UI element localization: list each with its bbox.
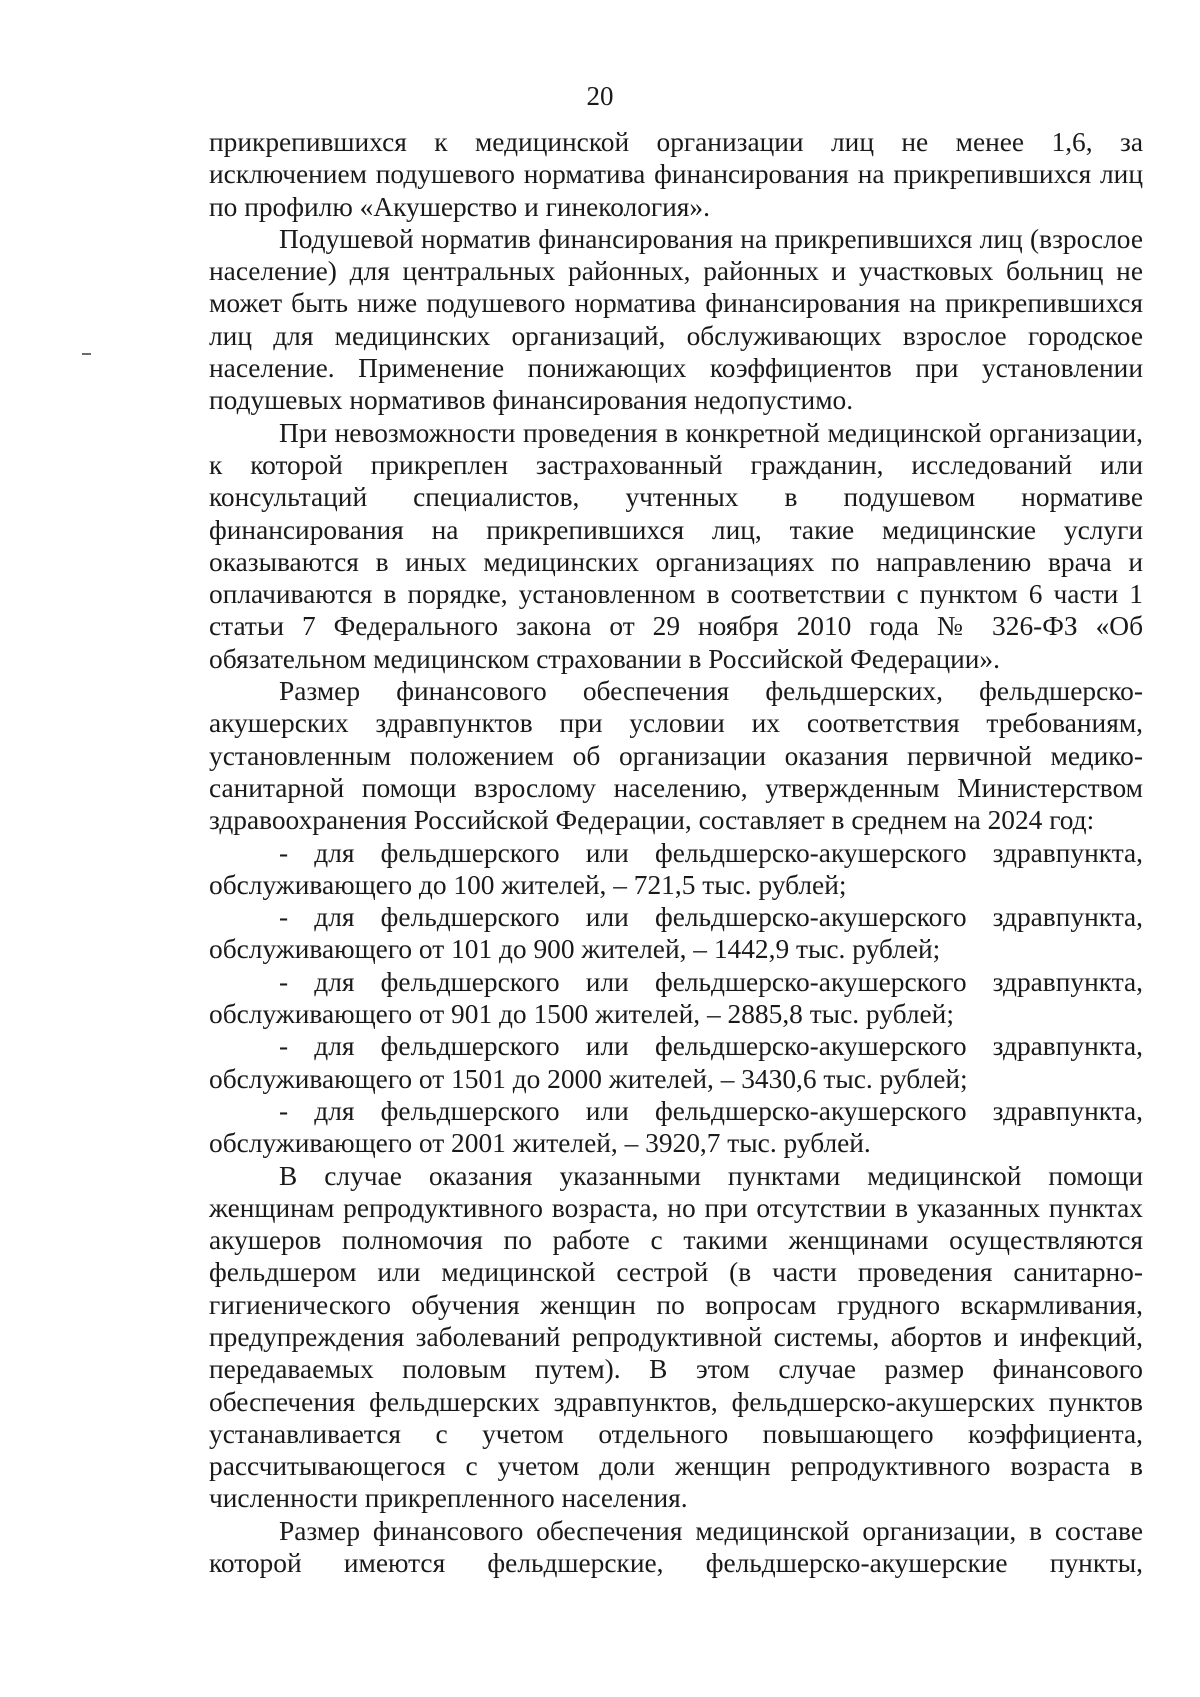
- body-text: [209, 126, 1143, 1579]
- page-number: 20: [586, 81, 614, 111]
- paragraph: Размер финансового обеспечения медицинской организации, в составе которой имеются фельдшерские, фельдшерско-акушерские пункты,: [209, 1515, 1143, 1579]
- list-item: - для фельдшерского или фельдшерско-акушерского здравпункта, обслуживающего от 901 до 1500 жителей, – 2885,8 тыс. рублей;: [209, 966, 1143, 1030]
- list-item: - для фельдшерского или фельдшерско-акушерского здравпункта, обслуживающего от 101 до 900 жителей, – 1442,9 тыс. рублей;: [209, 902, 1143, 965]
- list-item: - для фельдшерского или фельдшерско-акушерского здравпункта, обслуживающего до 100 жителей, – 721,5 тыс. рублей;: [209, 837, 1143, 900]
- list-item: - для фельдшерского или фельдшерско-акушерского здравпункта, обслуживающего от 1501 до 2000 жителей, – 3430,6 тыс. рублей;: [209, 1031, 1143, 1094]
- list-item: - для фельдшерского или фельдшерско-акушерского здравпункта, обслуживающего от 2001 жителей, – 3920,7 тыс. рублей.: [209, 1095, 1143, 1159]
- paragraph: Размер финансового обеспечения фельдшерских, фельдшерско-акушерских здравпунктов при условии их соответствия требованиям, установленным положением об организации оказания первичной медико-санитарной помощи взрослому населению, утвержденным Министерством здравоохранения Российской Федерации, составляет в среднем на 2024 год:: [209, 676, 1143, 836]
- margin-mark: [82, 353, 91, 355]
- paragraph: При невозможности проведения в конкретной медицинской организации, к которой прикреплен застрахованный гражданин, исследований или консультаций специалистов, учтенных в подушевом нормативе финансирования на прикрепившихся лиц, такие медицинские услуги оказываются в иных медицинских организациях по направлению врача и оплачиваются в порядке, установленном в соответствии с пунктом 6 части 1 статьи 7 Федерального закона от 29 ноября 2010 года № 326-ФЗ «Об обязательном медицинском страховании в Российской Федерации».: [209, 417, 1143, 674]
- paragraph: В случае оказания указанными пунктами медицинской помощи женщинам репродуктивного возраста, но при отсутствии в указанных пунктах акушеров полномочия по работе с такими женщинами осуществляются фельдшером или медицинской сестрой (в части проведения санитарно-гигиенического обучения женщин по вопросам грудного вскармливания, предупреждения заболеваний репродуктивной системы, абортов и инфекций, передаваемых половым путем). В этом случае размер финансового обеспечения фельдшерских здравпунктов, фельдшерско-акушерских пунктов устанавливается с учетом отдельного повышающего коэффициента, рассчитывающегося с учетом доли женщин репродуктивного возраста в численности прикрепленного населения.: [209, 1160, 1143, 1514]
- paragraph: Подушевой норматив финансирования на прикрепившихся лиц (взрослое население) для центральных районных, районных и участковых больниц не может быть ниже подушевого норматива финансирования на прикрепившихся лиц для медицинских организаций, обслуживающих взрослое городское население. Применение понижающих коэффициентов при установлении подушевых нормативов финансирования недопустимо.: [209, 223, 1143, 416]
- paragraph: прикрепившихся к медицинской организации лиц не менее 1,6, за исключением подушевого норматива финансирования на прикрепившихся лиц по профилю «Акушерство и гинекология».: [209, 127, 1143, 222]
